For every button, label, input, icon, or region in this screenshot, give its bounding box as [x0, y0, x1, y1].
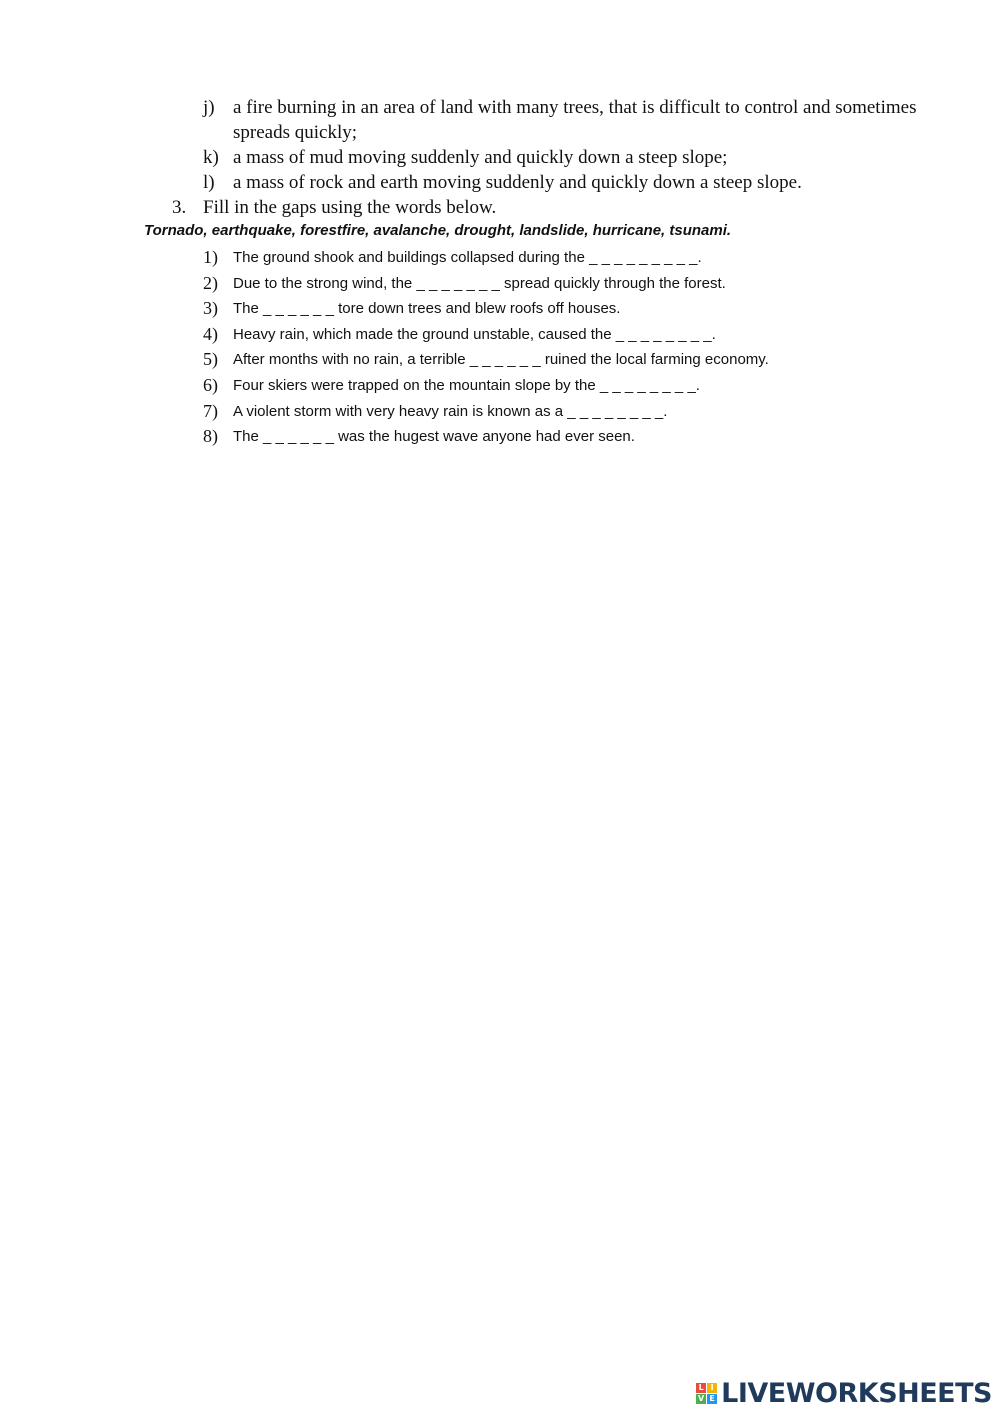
gap-item-2 — [200, 271, 920, 297]
gap-item-1 — [200, 245, 920, 271]
gap-fill-list — [200, 245, 920, 450]
definition-marker: j) — [203, 97, 215, 118]
logo-tile-v: V — [698, 1393, 705, 1403]
gap-number: 5) — [203, 349, 218, 370]
question-3-heading — [172, 195, 496, 220]
logo-text: LIVEWORKSHEETS — [721, 1377, 992, 1409]
definition-text: a fire burning in an area of land with many trees, that is difficult to control and sometimes spreads quickly; — [233, 97, 917, 143]
logo-tile-l: L — [696, 1383, 706, 1393]
gap-number: 1) — [203, 247, 218, 267]
definition-marker: k) — [203, 147, 219, 168]
gap-number: 4) — [203, 323, 218, 344]
gap-number: 3) — [203, 298, 218, 319]
definitions-list — [200, 95, 920, 195]
gap-item-7 — [200, 399, 920, 425]
word-bank: Tornado, earthquake, forestfire, avalanche, drought, landslide, hurricane, tsunami. — [144, 222, 732, 239]
question-number: 3. — [172, 197, 187, 218]
logo-tile-i: I — [707, 1383, 717, 1393]
question-instruction: Fill in the gaps using the words below. — [203, 197, 497, 218]
gap-sentence: A violent storm with very heavy rain is known as a _ _ _ _ _ _ _ _. — [233, 402, 668, 420]
liveworksheets-logo — [696, 1378, 992, 1408]
gap-number: 8) — [203, 426, 218, 447]
definition-text: a mass of rock and earth moving suddenly and quickly down a steep slope. — [233, 172, 802, 193]
gap-sentence: The ground shook and buildings collapsed during the _ _ _ _ _ _ _ _ _. — [233, 249, 702, 266]
definition-marker: l) — [203, 172, 215, 193]
gap-item-6 — [200, 373, 920, 399]
gap-sentence: Four skiers were trapped on the mountain slope by the _ _ _ _ _ _ _ _. — [233, 376, 700, 394]
gap-sentence: The _ _ _ _ _ _ tore down trees and blew roofs off houses. — [233, 300, 621, 318]
gap-number: 2) — [203, 272, 218, 293]
gap-item-8 — [200, 424, 920, 450]
gap-number: 6) — [203, 374, 218, 395]
gap-number: 7) — [203, 400, 218, 421]
gap-item-5 — [200, 347, 920, 373]
logo-tile-e: E — [707, 1394, 717, 1404]
gap-item-3 — [200, 296, 920, 322]
gap-sentence: Heavy rain, which made the ground unstable, caused the _ _ _ _ _ _ _ _. — [233, 325, 716, 343]
definition-text: a mass of mud moving suddenly and quickly down a steep slope; — [233, 147, 728, 168]
gap-sentence: After months with no rain, a terrible _ _ _ _ _ _ ruined the local farming economy. — [233, 351, 769, 369]
gap-sentence: The _ _ _ _ _ _ was the hugest wave anyone had ever seen. — [233, 428, 635, 446]
definition-item-k — [200, 145, 920, 170]
definition-item-j — [200, 95, 920, 145]
liveworksheets-logo-icon — [696, 1383, 717, 1404]
gap-item-4 — [200, 322, 920, 348]
gap-sentence: Due to the strong wind, the _ _ _ _ _ _ _ spread quickly through the forest. — [233, 274, 726, 292]
definition-item-l — [200, 170, 920, 195]
